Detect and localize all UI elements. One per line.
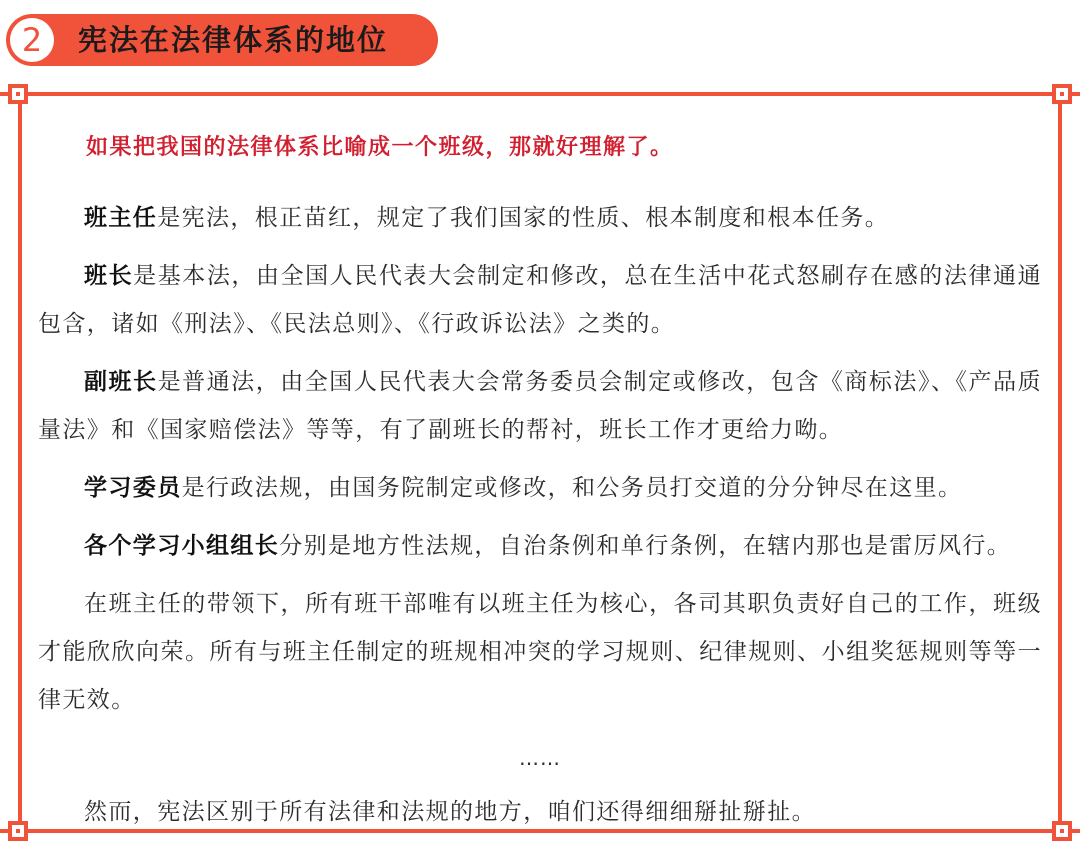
section-title: 宪法在法律体系的地位 — [78, 23, 389, 57]
frame-right-line — [1058, 100, 1062, 830]
summary-paragraph: 在班主任的带领下，所有班干部唯有以班主任为核心，各司其职负责好自己的工作，班级才能欣欣向荣。所有与班主任制定的班规相冲突的学习规则、纪律规则、小组奖惩规则等等一律无效。 — [38, 591, 1042, 713]
frame-top-line — [18, 92, 1064, 96]
frame-corner-bottom-right — [1052, 821, 1072, 841]
article-body — [38, 128, 1042, 846]
role-group-leaders-desc: 分别是地方性法规，自治条例和单行条例，在辖内那也是雷厉风行。 — [279, 533, 1012, 559]
frame-corner-top-right — [1052, 84, 1072, 104]
frame-left-line — [18, 100, 22, 830]
paragraph-group-leaders — [38, 522, 1042, 570]
role-study-commissioner: 学习委员 — [84, 475, 182, 501]
role-group-leaders: 各个学习小组组长 — [84, 533, 280, 559]
paragraph-vice-monitor — [38, 358, 1042, 454]
section-number-badge: 2 — [10, 18, 54, 62]
role-head-teacher-desc: 是宪法，根正苗红，规定了我们国家的性质、根本制度和根本任务。 — [157, 205, 890, 231]
paragraph-head-teacher — [38, 194, 1042, 242]
intro-text: 如果把我国的法律体系比喻成一个班级，那就好理解了。 — [86, 135, 674, 160]
closing-paragraph: 然而，宪法区别于所有法律和法规的地方，咱们还得细细掰扯掰扯。 — [84, 799, 816, 825]
role-monitor: 班长 — [84, 263, 134, 289]
role-study-commissioner-desc: 是行政法规，由国务院制定或修改，和公务员打交道的分分钟尽在这里。 — [181, 475, 963, 501]
frame-corner-top-left — [8, 84, 28, 104]
role-monitor-desc: 是基本法，由全国人民代表大会制定和修改，总在生活中花式怒刷存在感的法律通通包含，诸如《刑法》、《民法总则》、《行政诉讼法》之类的。 — [38, 263, 1042, 337]
paragraph-study-commissioner — [38, 464, 1042, 512]
ellipsis: …… — [519, 746, 561, 770]
frame-corner-bottom-left — [8, 821, 28, 841]
role-vice-monitor: 副班长 — [84, 369, 158, 395]
role-vice-monitor-desc: 是普通法，由全国人民代表大会常务委员会制定或修改，包含《商标法》、《产品质量法》和《国家赔偿法》等等，有了副班长的帮衬，班长工作才更给力呦。 — [38, 369, 1042, 443]
role-head-teacher: 班主任 — [84, 205, 158, 231]
paragraph-monitor — [38, 252, 1042, 348]
